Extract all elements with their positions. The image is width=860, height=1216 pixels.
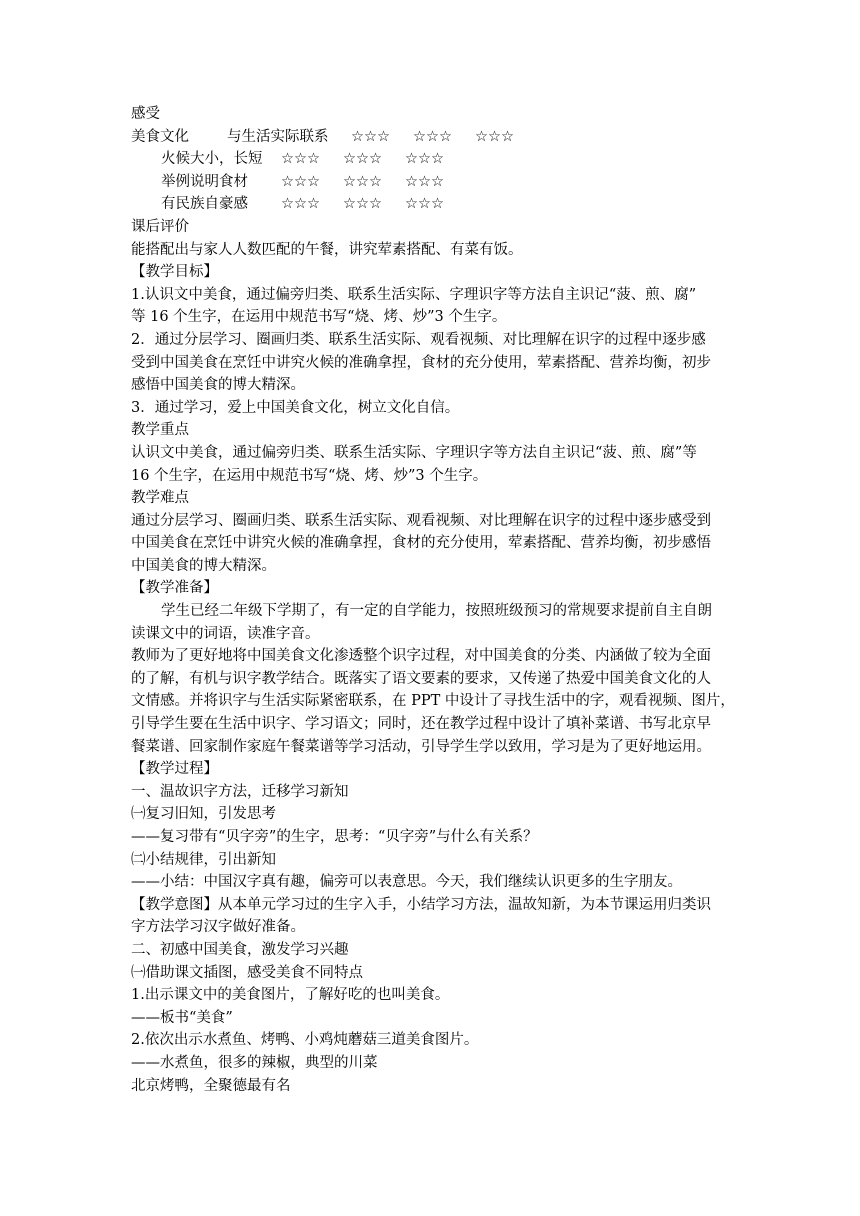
- subsection-title: ㈡小结规律，引出新知: [131, 851, 276, 868]
- goals-heading: 【教学目标】: [131, 264, 218, 281]
- step-text: ——复习带有“贝字旁”的生字，思考：“贝字旁”与什么有关系？: [131, 829, 538, 845]
- section-title: 二、初感中国美食，激发学习兴趣: [131, 941, 349, 958]
- star-rating: ☆☆☆: [281, 151, 320, 168]
- teaching-intent: [131, 894, 731, 939]
- rating-criterion: 举例说明食材: [161, 173, 248, 190]
- text-line: 通过分层学习、圈画归类、联系生活实际、观看视频、对比理解在识字的过程中逐步感受到: [131, 512, 711, 529]
- after-class-text: 能搭配出与家人人数匹配的午餐，讲究荤素搭配、有菜有饭。: [131, 241, 523, 258]
- step-text: ——板书“美食”: [131, 1009, 233, 1026]
- text-line: 文情感。并将识字与生活实际紧密联系，在 PPT 中设计了寻找生活中的字，观看视频、图片，: [131, 693, 735, 710]
- text-line: 教师为了更好地将中国美食文化渗透整个识字过程，对中国美食的分类、内涵做了较为全面: [131, 648, 711, 665]
- rating-category: 美食文化: [131, 128, 189, 145]
- star-rating: ☆☆☆: [405, 196, 444, 213]
- step-text: 2.依次出示水煮鱼、烤鸭、小鸡炖蘑菇三道美食图片。: [131, 1032, 479, 1049]
- feel-label: 感受: [131, 106, 160, 122]
- text-line: 学生已经二年级下学期了，有一定的自学能力，按照班级预习的常规要求提前自主自朗: [161, 603, 712, 620]
- preparation-paragraph-2: [131, 645, 735, 758]
- subsection-title: ㈠借助课文插图，感受美食不同特点: [131, 964, 363, 981]
- star-rating: ☆☆☆: [405, 151, 444, 168]
- star-rating: ☆☆☆: [413, 128, 452, 145]
- goal-3: 3．通过学习，爱上中国美食文化，树立文化自信。: [131, 399, 460, 416]
- text-line: 认识文中美食，通过偏旁归类、联系生活实际、字理识字等方法自主识记“菠、煎、腐”等: [131, 444, 697, 461]
- text-line: 餐菜谱、回家制作家庭午餐菜谱等学习活动，引导学生学以致用，学习是为了更好地运用。: [131, 738, 711, 755]
- star-rating: ☆☆☆: [343, 196, 382, 213]
- goal-1: [131, 284, 731, 329]
- text-line: 字方法学习汉字做好准备。: [131, 919, 305, 936]
- rating-row: [131, 193, 731, 216]
- rating-criterion: 有民族自豪感: [161, 196, 248, 213]
- star-rating: ☆☆☆: [343, 151, 382, 168]
- rating-criterion: 火候大小，长短: [161, 151, 263, 168]
- text-line: 等 16 个生字，在运用中规范书写“烧、烤、炒”3 个生字。: [131, 309, 507, 326]
- text-line: 读课文中的词语，读准字音。: [131, 625, 320, 642]
- preparation-heading: 【教学准备】: [131, 580, 218, 597]
- star-rating: ☆☆☆: [281, 196, 320, 213]
- goal-2: [131, 329, 731, 397]
- text-line: 引导学生要在生活中识字、学习语文；同时，还在教学过程中设计了填补菜谱、书写北京早: [131, 716, 711, 733]
- key-points-heading: 教学重点: [131, 422, 189, 439]
- preparation-paragraph-1: [131, 600, 731, 645]
- text-line: 中国美食在烹饪中讲究火候的准确拿捏，食材的充分使用，荤素搭配、营养均衡，初步感悟: [131, 535, 711, 552]
- text-line: 受到中国美食在烹饪中讲究火候的准确拿捏，食材的充分使用，荤素搭配、营养均衡，初步: [131, 354, 711, 371]
- text-line: 2．通过分层学习、圈画归类、联系生活实际、观看视频、对比理解在识字的过程中逐步感: [131, 331, 706, 348]
- text-line: 的了解，有机与识字教学结合。既落实了语文要素的要求，又传递了热爱中国美食文化的人: [131, 670, 711, 687]
- text-line: 1.认识文中美食，通过偏旁归类、联系生活实际、字理识字等方法自主识记“菠、煎、腐”: [131, 286, 697, 303]
- text-line: 16 个生字，在运用中规范书写“烧、烤、炒”3 个生字。: [131, 467, 488, 484]
- star-rating: ☆☆☆: [343, 173, 382, 190]
- text-line: 中国美食的博大精深。: [131, 557, 276, 574]
- step-text: ——水煮鱼，很多的辣椒，典型的川菜: [131, 1054, 378, 1071]
- text-line: 【教学意图】从本单元学习过的生字入手，小结学习方法，温故知新，为本节课运用归类识: [131, 896, 711, 913]
- rating-row: [131, 148, 731, 171]
- step-text: ——小结：中国汉字真有趣，偏旁可以表意思。今天，我们继续认识更多的生字朋友。: [131, 874, 682, 891]
- text-line: 感悟中国美食的博大精深。: [131, 377, 305, 394]
- step-text: 北京烤鸭，全聚德最有名: [131, 1077, 291, 1094]
- star-rating: ☆☆☆: [351, 128, 390, 145]
- step-text: 1.出示课文中的美食图片，了解好吃的也叫美食。: [131, 987, 450, 1004]
- star-rating: ☆☆☆: [281, 173, 320, 190]
- key-points-text: [131, 442, 731, 487]
- subsection-title: ㈠复习旧知，引发思考: [131, 806, 276, 823]
- star-rating: ☆☆☆: [475, 128, 514, 145]
- rating-criterion: 与生活实际联系: [227, 128, 329, 145]
- difficulties-heading: 教学难点: [131, 490, 189, 507]
- difficulties-text: [131, 510, 731, 578]
- star-rating: ☆☆☆: [405, 173, 444, 190]
- process-heading: 【教学过程】: [131, 761, 218, 778]
- rating-row: [131, 171, 731, 194]
- document-page: [131, 103, 735, 1097]
- section-title: 一、温故识字方法，迁移学习新知: [131, 783, 349, 800]
- after-class-heading: 课后评价: [131, 218, 189, 235]
- rating-row: [131, 126, 731, 149]
